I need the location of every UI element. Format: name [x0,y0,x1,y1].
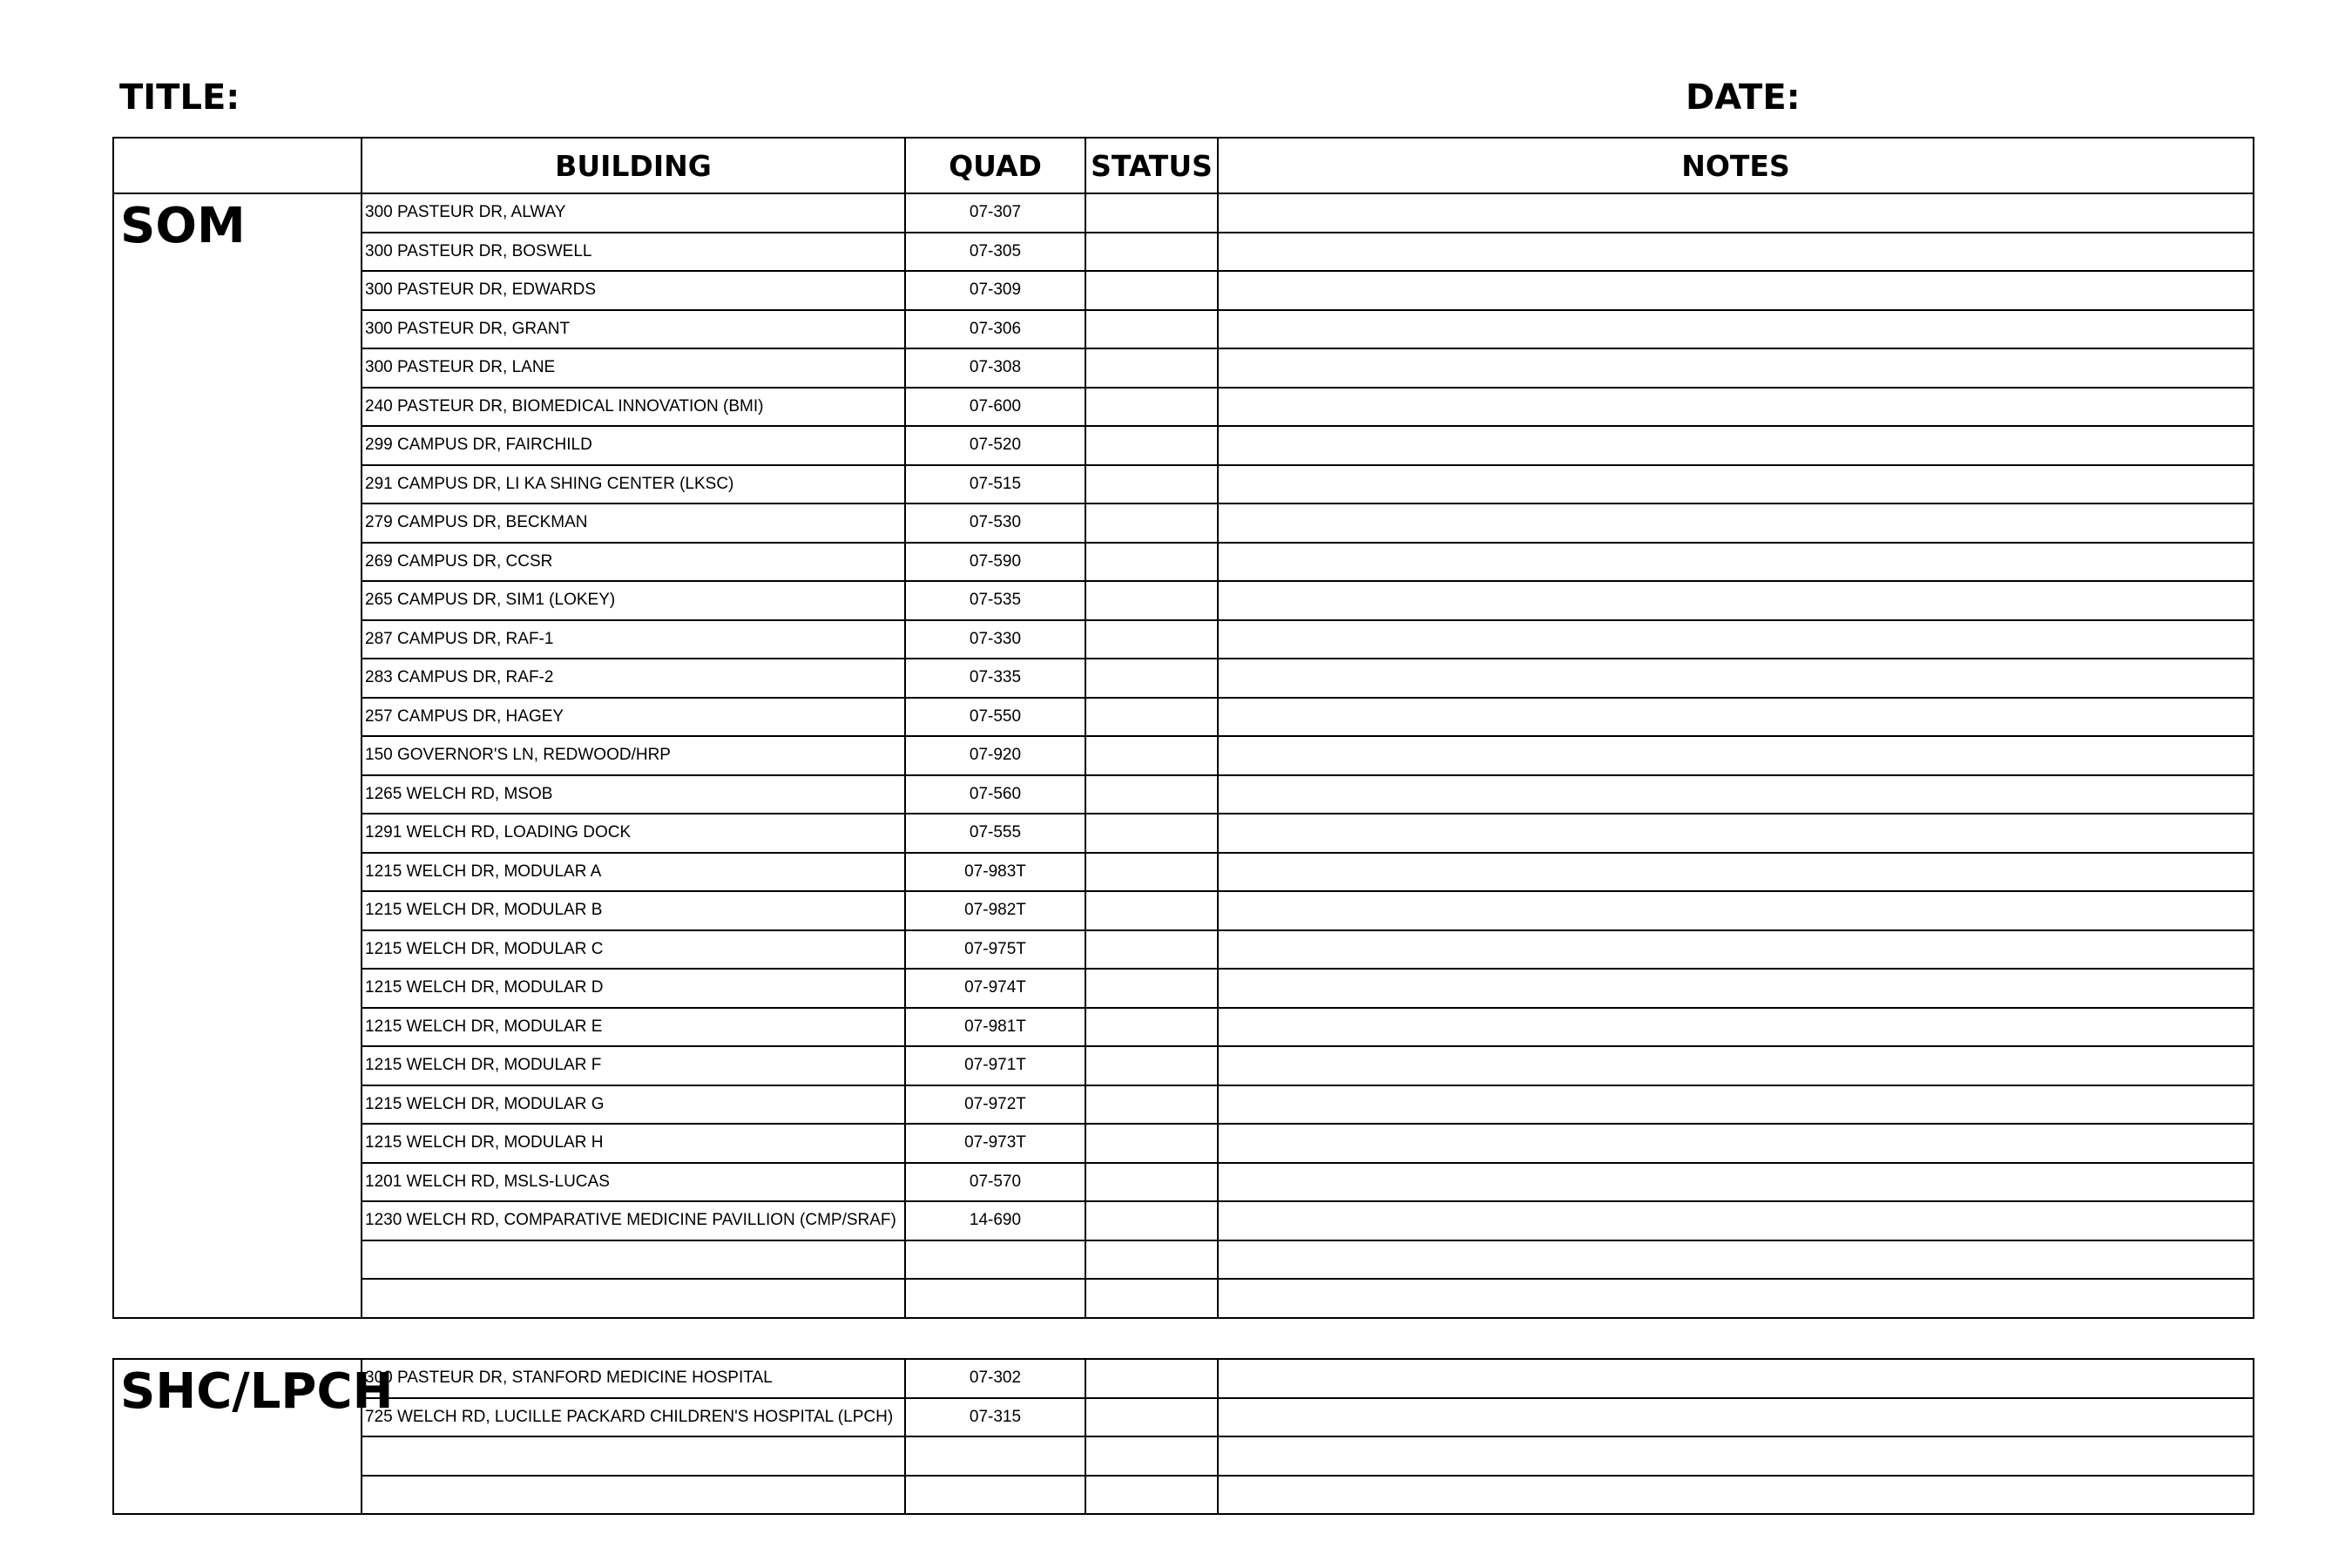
building-cell: 1215 WELCH DR, MODULAR F [362,1046,905,1085]
building-cell: 1215 WELCH DR, MODULAR B [362,891,905,930]
date-label: DATE: [1686,78,1801,118]
quad-cell: 14-690 [905,1201,1085,1240]
status-cell[interactable] [1085,1163,1218,1202]
quad-cell: 07-600 [905,388,1085,427]
status-cell[interactable] [1085,1008,1218,1047]
quad-cell: 07-973T [905,1124,1085,1163]
quad-cell: 07-520 [905,426,1085,465]
quad-cell: 07-515 [905,465,1085,504]
table-row [113,1046,2254,1085]
status-cell[interactable] [1085,581,1218,620]
notes-cell[interactable] [1218,271,2254,310]
notes-cell[interactable] [1218,581,2254,620]
building-cell: 269 CAMPUS DR, CCSR [362,543,905,582]
status-cell[interactable] [1085,1124,1218,1163]
building-cell [362,1279,905,1318]
table-row [113,1008,2254,1047]
header-blank-cell [113,138,362,193]
status-cell[interactable] [1085,930,1218,970]
quad-cell: 07-308 [905,348,1085,388]
quad-cell: 07-971T [905,1046,1085,1085]
quad-cell: 07-305 [905,233,1085,272]
status-cell[interactable] [1085,814,1218,853]
table-row [113,388,2254,427]
building-cell: 1265 WELCH RD, MSOB [362,775,905,814]
notes-cell[interactable] [1218,1124,2254,1163]
building-cell: 1215 WELCH DR, MODULAR C [362,930,905,970]
status-cell[interactable] [1085,348,1218,388]
table-row [113,233,2254,272]
notes-cell[interactable] [1218,1008,2254,1047]
status-cell[interactable] [1085,969,1218,1008]
status-cell[interactable] [1085,193,1218,233]
notes-cell[interactable] [1218,1359,2254,1398]
building-cell: 1215 WELCH DR, MODULAR D [362,969,905,1008]
quad-cell: 07-974T [905,969,1085,1008]
building-cell: 1291 WELCH RD, LOADING DOCK [362,814,905,853]
status-cell[interactable] [1085,1201,1218,1240]
table-row [113,814,2254,853]
notes-cell[interactable] [1218,775,2254,814]
building-cell: 150 GOVERNOR'S LN, REDWOOD/HRP [362,736,905,775]
building-cell [362,1476,905,1515]
notes-cell[interactable] [1218,233,2254,272]
quad-cell: 07-309 [905,271,1085,310]
quad-cell: 07-330 [905,620,1085,659]
table-row [113,193,2254,233]
table-row [113,1436,2254,1476]
status-cell[interactable] [1085,233,1218,272]
status-cell[interactable] [1085,271,1218,310]
building-column-header: BUILDING [362,138,905,193]
status-cell[interactable] [1085,1279,1218,1318]
status-cell[interactable] [1085,465,1218,504]
building-cell: 300 PASTEUR DR, ALWAY [362,193,905,233]
header-row [113,138,2254,193]
table-row [113,1163,2254,1202]
table-row [113,465,2254,504]
notes-cell[interactable] [1218,969,2254,1008]
table-row [113,1359,2254,1398]
building-cell: 1215 WELCH DR, MODULAR A [362,853,905,892]
notes-cell[interactable] [1218,193,2254,233]
building-cell: 299 CAMPUS DR, FAIRCHILD [362,426,905,465]
notes-column-header: NOTES [1218,138,2254,193]
status-cell[interactable] [1085,426,1218,465]
quad-cell: 07-535 [905,581,1085,620]
notes-cell[interactable] [1218,736,2254,775]
som-group-label: SOM [113,193,362,1318]
notes-cell[interactable] [1218,1163,2254,1202]
quad-cell: 07-570 [905,1163,1085,1202]
quad-cell: 07-307 [905,193,1085,233]
notes-cell[interactable] [1218,698,2254,737]
notes-cell[interactable] [1218,1085,2254,1125]
quad-cell [905,1240,1085,1280]
table-row [113,581,2254,620]
building-cell: 1215 WELCH DR, MODULAR G [362,1085,905,1125]
building-cell: 1201 WELCH RD, MSLS-LUCAS [362,1163,905,1202]
status-column-header: STATUS [1085,138,1218,193]
table-row [113,1279,2254,1318]
notes-cell[interactable] [1218,1476,2254,1515]
building-cell: 1230 WELCH RD, COMPARATIVE MEDICINE PAVILLION (CMP/SRAF) [362,1201,905,1240]
notes-cell[interactable] [1218,1436,2254,1476]
status-cell[interactable] [1085,1476,1218,1515]
notes-cell[interactable] [1218,388,2254,427]
quad-cell [905,1279,1085,1318]
notes-cell[interactable] [1218,504,2254,543]
quad-cell: 07-302 [905,1359,1085,1398]
quad-cell [905,1476,1085,1515]
quad-cell: 07-335 [905,659,1085,698]
notes-cell[interactable] [1218,620,2254,659]
building-cell: 300 PASTEUR DR, STANFORD MEDICINE HOSPITAL [362,1359,905,1398]
building-cell: 291 CAMPUS DR, LI KA SHING CENTER (LKSC) [362,465,905,504]
status-cell[interactable] [1085,388,1218,427]
notes-cell[interactable] [1218,814,2254,853]
som-table [112,137,2254,1319]
status-cell[interactable] [1085,853,1218,892]
notes-cell[interactable] [1218,853,2254,892]
status-cell[interactable] [1085,1398,1218,1437]
title-label: TITLE: [119,78,240,118]
building-cell: 300 PASTEUR DR, BOSWELL [362,233,905,272]
quad-cell: 07-530 [905,504,1085,543]
table-row [113,891,2254,930]
notes-cell[interactable] [1218,659,2254,698]
notes-cell[interactable] [1218,1279,2254,1318]
quad-cell: 07-555 [905,814,1085,853]
building-cell: 300 PASTEUR DR, LANE [362,348,905,388]
status-cell[interactable] [1085,543,1218,582]
table-row [113,659,2254,698]
quad-cell [905,1436,1085,1476]
table-row [113,426,2254,465]
quad-cell: 07-920 [905,736,1085,775]
table-row [113,969,2254,1008]
status-cell[interactable] [1085,310,1218,349]
quad-cell: 07-981T [905,1008,1085,1047]
table-row [113,1124,2254,1163]
table-row [113,930,2254,970]
quad-cell: 07-590 [905,543,1085,582]
status-cell[interactable] [1085,1085,1218,1125]
notes-cell[interactable] [1218,930,2254,970]
notes-cell[interactable] [1218,426,2254,465]
status-cell[interactable] [1085,698,1218,737]
quad-cell: 07-560 [905,775,1085,814]
quad-cell: 07-972T [905,1085,1085,1125]
status-cell[interactable] [1085,1046,1218,1085]
building-cell: 265 CAMPUS DR, SIM1 (LOKEY) [362,581,905,620]
table-row [113,543,2254,582]
table-row [113,271,2254,310]
quad-cell: 07-306 [905,310,1085,349]
table-row [113,1085,2254,1125]
building-cell: 240 PASTEUR DR, BIOMEDICAL INNOVATION (BMI) [362,388,905,427]
notes-cell[interactable] [1218,891,2254,930]
table-row [113,1476,2254,1515]
building-cell: 725 WELCH RD, LUCILLE PACKARD CHILDREN'S HOSPITAL (LPCH) [362,1398,905,1437]
building-cell: 300 PASTEUR DR, EDWARDS [362,271,905,310]
status-cell[interactable] [1085,659,1218,698]
table-row [113,348,2254,388]
quad-cell: 07-550 [905,698,1085,737]
status-cell[interactable] [1085,736,1218,775]
building-cell: 287 CAMPUS DR, RAF-1 [362,620,905,659]
quad-cell: 07-982T [905,891,1085,930]
notes-cell[interactable] [1218,1398,2254,1437]
building-cell: 1215 WELCH DR, MODULAR H [362,1124,905,1163]
notes-cell[interactable] [1218,1240,2254,1280]
building-cell: 283 CAMPUS DR, RAF-2 [362,659,905,698]
table-row [113,698,2254,737]
shc-lpch-group-label: SHC/LPCH [113,1359,362,1514]
table-row [113,775,2254,814]
status-cell[interactable] [1085,1240,1218,1280]
table-row [113,736,2254,775]
building-cell [362,1240,905,1280]
building-cell: 1215 WELCH DR, MODULAR E [362,1008,905,1047]
status-cell[interactable] [1085,775,1218,814]
notes-cell[interactable] [1218,465,2254,504]
status-cell[interactable] [1085,620,1218,659]
table-row [113,504,2254,543]
table-row [113,1201,2254,1240]
table-row [113,853,2254,892]
shc-lpch-table [112,1358,2254,1515]
status-cell[interactable] [1085,891,1218,930]
building-cell: 300 PASTEUR DR, GRANT [362,310,905,349]
notes-cell[interactable] [1218,348,2254,388]
notes-cell[interactable] [1218,1046,2254,1085]
table-row [113,1240,2254,1280]
status-cell[interactable] [1085,1436,1218,1476]
notes-cell[interactable] [1218,543,2254,582]
notes-cell[interactable] [1218,310,2254,349]
notes-cell[interactable] [1218,1201,2254,1240]
status-cell[interactable] [1085,1359,1218,1398]
status-cell[interactable] [1085,504,1218,543]
building-cell [362,1436,905,1476]
table-row [113,620,2254,659]
building-cell: 257 CAMPUS DR, HAGEY [362,698,905,737]
table-row [113,1398,2254,1437]
quad-cell: 07-315 [905,1398,1085,1437]
quad-cell: 07-983T [905,853,1085,892]
quad-column-header: QUAD [905,138,1085,193]
building-cell: 279 CAMPUS DR, BECKMAN [362,504,905,543]
quad-cell: 07-975T [905,930,1085,970]
table-row [113,310,2254,349]
